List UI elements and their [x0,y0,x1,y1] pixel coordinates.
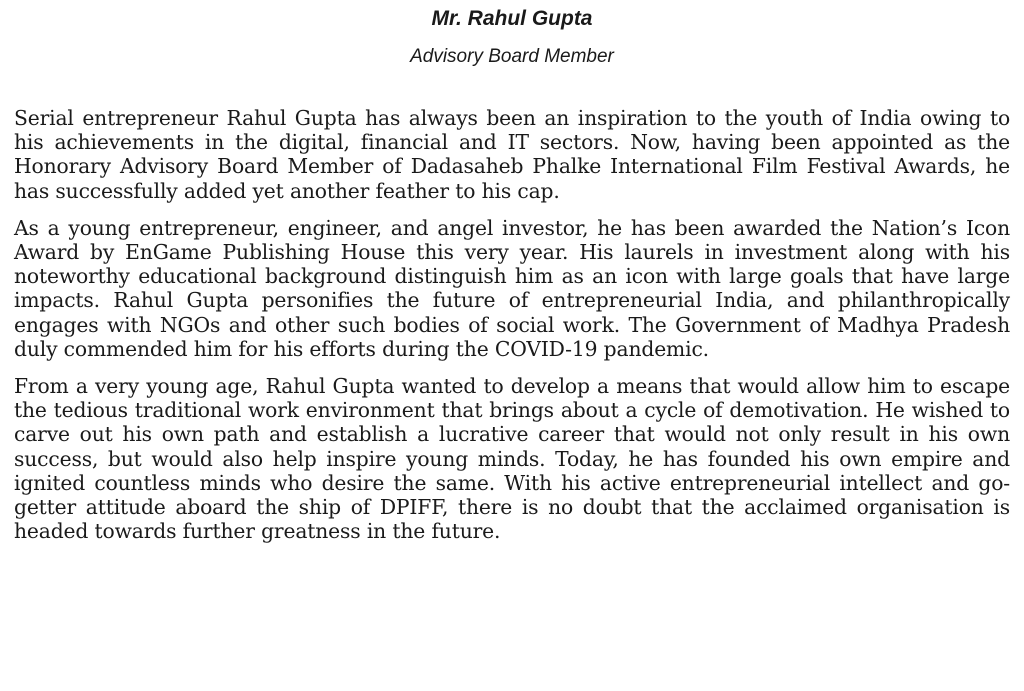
biography-paragraph: Serial entrepreneur Rahul Gupta has always been an inspiration to the youth of India owing to his achievements in the digital, financial and IT sectors. Now, having been appointed as the Honorary Advisory Board Member of Dadasaheb Phalke International Film Festival Awards, he has successfully added yet another feather to his cap. [14,106,1010,203]
biography-paragraph: From a very young age, Rahul Gupta wanted to develop a means that would allow him to escape the tedious traditional work environment that brings about a cycle of demotivation. He wished to carve out his own path and establish a lucrative career that would not only result in his own success, but would also help inspire young minds. Today, he has founded his own empire and ignited countless minds who desire the same. With his active entrepreneurial intellect and go-getter attitude aboard the ship of DPIFF, there is no doubt that the acclaimed organisation is headed towards further greatness in the future. [14,374,1010,544]
biography-paragraph: As a young entrepreneur, engineer, and angel investor, he has been awarded the Nation’s Icon Award by EnGame Publishing House this very year. His laurels in investment along with his noteworthy educational background distinguish him as an icon with large goals that have large impacts. Rahul Gupta personifies the future of entrepreneurial India, and philanthropically engages with NGOs and other such bodies of social work. The Government of Madhya Pradesh duly commended him for his efforts during the COVID-19 pandemic. [14,215,1010,361]
profile-name: Mr. Rahul Gupta [431,7,593,30]
profile-role: Advisory Board Member [410,46,614,67]
biography [14,106,1010,556]
